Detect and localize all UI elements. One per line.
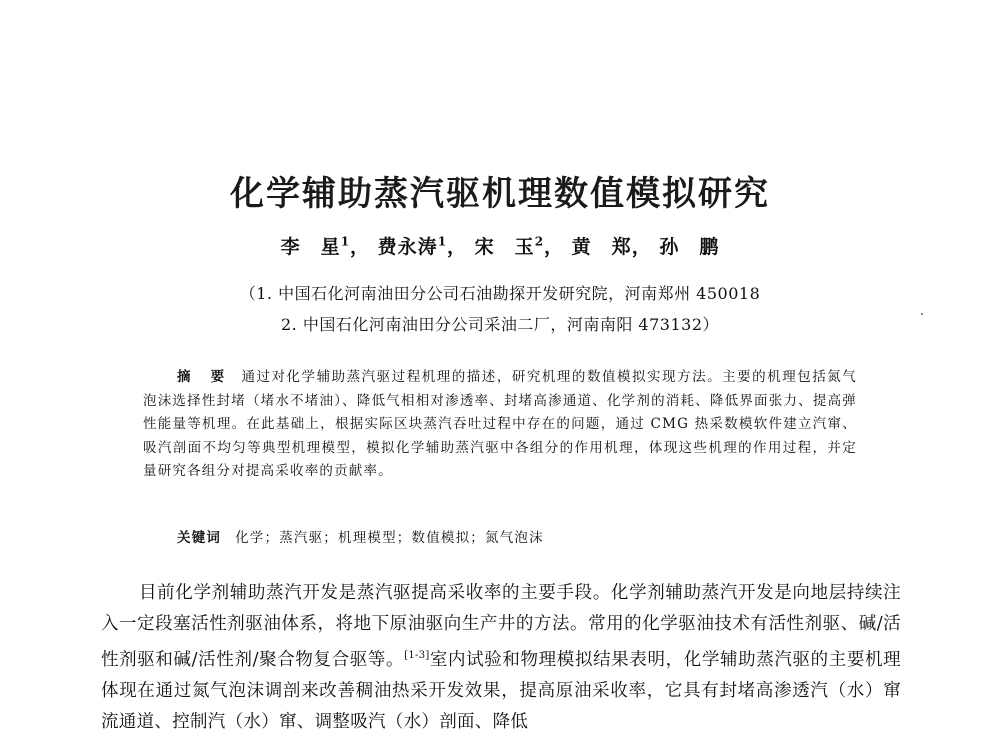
author-affil-mark: 1 [437,234,448,249]
abstract-text: 通过对化学辅助蒸汽驱过程机理的描述，研究机理的数值模拟实现方法。主要的机理包括氮气泡沫选择性封堵（堵水不堵油）、降低气相相对渗透率、封堵高渗通道、化学剂的消耗、降低界面张力、提高弹性能量等机理。在此基础上，根据实际区块蒸汽吞吐过程中存在的问题，通过 CMG 热采数模软件建立汽窜、吸汽剖面不均匀等典型机理模型，模拟化学辅助蒸汽驱中各组分的作用机理，体现这些机理的作用过程，并定量研究各组分对提高采收率的贡献率。 [143,369,858,479]
author-affil-mark: 1 [340,234,351,249]
body-text-part-2: 室内试验和物理模拟结果表明，化学辅助蒸汽驱的主要机理体现在通过氮气泡沫调剖来改善稠油热采开发效果，提高原油采收率，它具有封堵高渗透汽（水）窜流通道、控制汽（水）窜、调整吸汽（水）剖面、降低 [101,649,901,732]
body-text-part-1: 目前化学剂辅助蒸汽开发是蒸汽驱提高采收率的主要手段。化学剂辅助蒸汽开发是向地层持续注入一定段塞活性剂驱油体系，将地下原油驱向生产井的方法。常用的化学驱油技术有活性剂驱、碱/活性剂驱和碱/活性剂/聚合物复合驱等。 [101,583,901,670]
author-list: 李 星$^1$， 费永涛$^1$， 宋 玉$^2$， 黄 郑， 孙 鹏 [280,234,720,258]
affiliation-line-2: 2. 中国石化河南油田分公司采油二厂，河南南阳 473132） [280,315,720,334]
keywords [177,526,544,546]
paper-title: 化学辅助蒸汽驱机理数值模拟研究 [230,174,770,214]
author-name: 孙 鹏 [659,236,720,258]
keywords-text: 化学；蒸汽驱；机理模型；数值模拟；氮气泡沫 [235,530,544,546]
affiliation-line-1: （1. 中国石化河南油田分公司石油勘探开发研究院，河南郑州 450018 [239,284,761,303]
author-affil-mark: 2 [534,234,545,249]
scan-speck [921,313,923,315]
author-name: 黄 郑 [571,236,632,258]
abstract [143,366,857,484]
citation: [1-3] [404,650,430,661]
author-name: 宋 玉 [474,236,535,258]
keywords-label: 关键词 [177,530,222,546]
abstract-label: 摘 要 [177,369,228,385]
author-name: 费永涛 [377,236,438,258]
body-paragraph [101,578,901,738]
author-name: 李 星 [280,236,341,258]
